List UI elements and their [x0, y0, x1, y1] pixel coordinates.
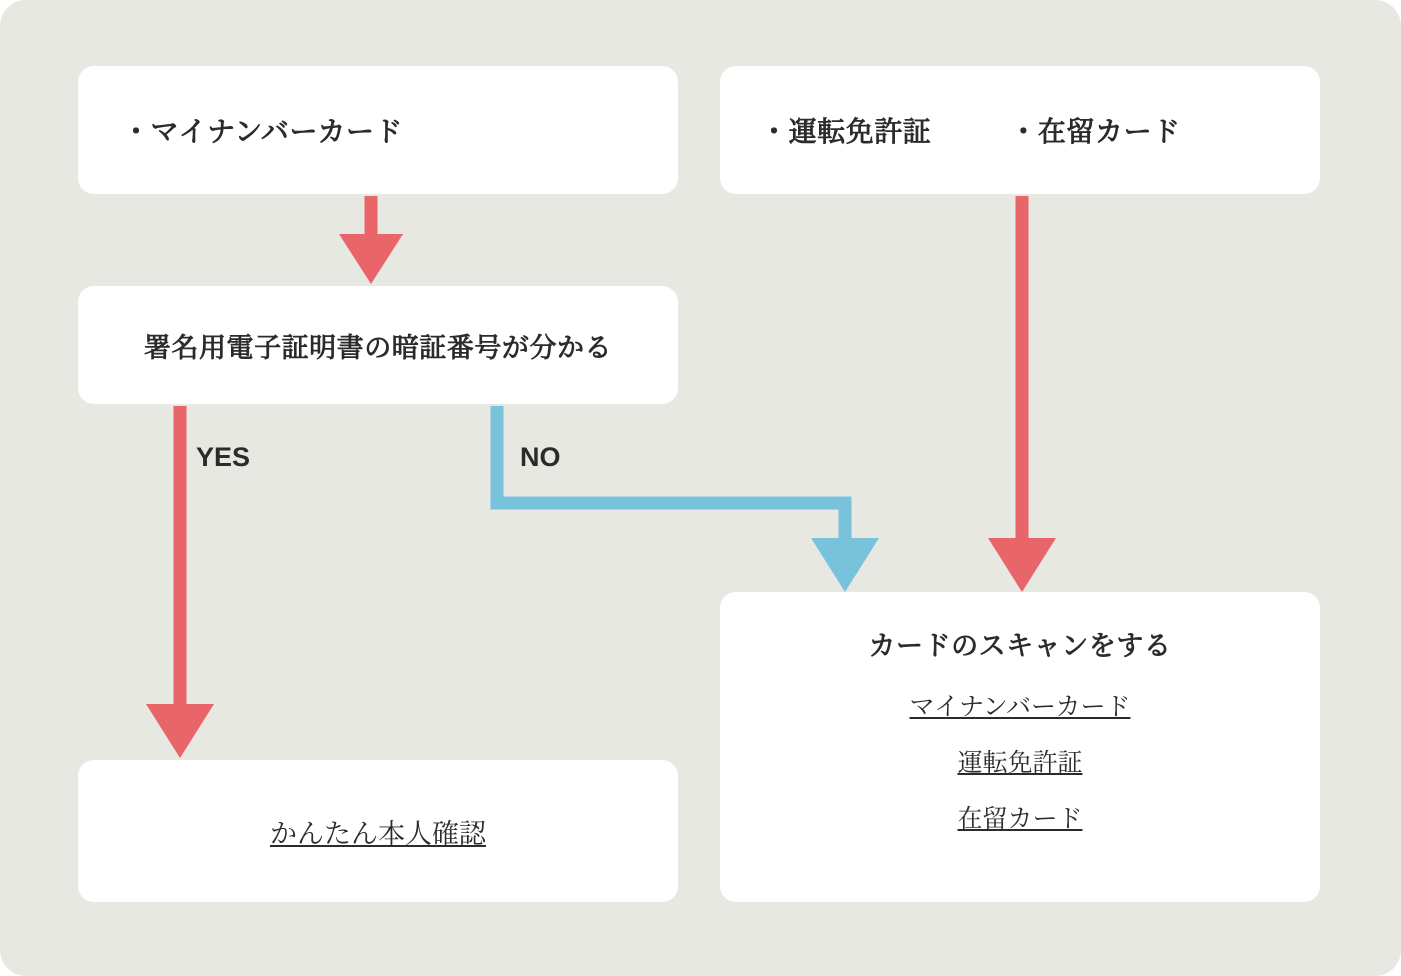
- node-drivers-license-label: ・運転免許証: [760, 116, 932, 147]
- link-scan-drivers-license[interactable]: 運転免許証: [957, 749, 1083, 777]
- node-card-scan: [720, 592, 1320, 902]
- node-card-scan-title: カードのスキャンをする: [868, 631, 1172, 661]
- edge-label-yes: YES: [196, 442, 251, 472]
- node-decision-pin-known: [78, 286, 678, 404]
- node-mynumber-card-label: ・マイナンバーカード: [122, 116, 404, 147]
- link-scan-mynumber-card[interactable]: マイナンバーカード: [909, 693, 1131, 721]
- link-easy-verification[interactable]: かんたん本人確認: [270, 818, 486, 849]
- node-residence-card-label: ・在留カード: [1009, 116, 1181, 147]
- edge-label-no: NO: [520, 442, 561, 472]
- arrow-no-to-scan: [497, 406, 879, 592]
- node-mynumber-card: [78, 66, 678, 194]
- arrow-mynumber-to-decision: [339, 196, 403, 284]
- node-easy-verification: [78, 760, 678, 902]
- arrow-other-cards-to-scan: [988, 196, 1056, 592]
- link-scan-residence-card[interactable]: 在留カード: [957, 805, 1083, 833]
- node-other-cards: [720, 66, 1320, 194]
- node-decision-label: 署名用電子証明書の暗証番号が分かる: [143, 332, 613, 363]
